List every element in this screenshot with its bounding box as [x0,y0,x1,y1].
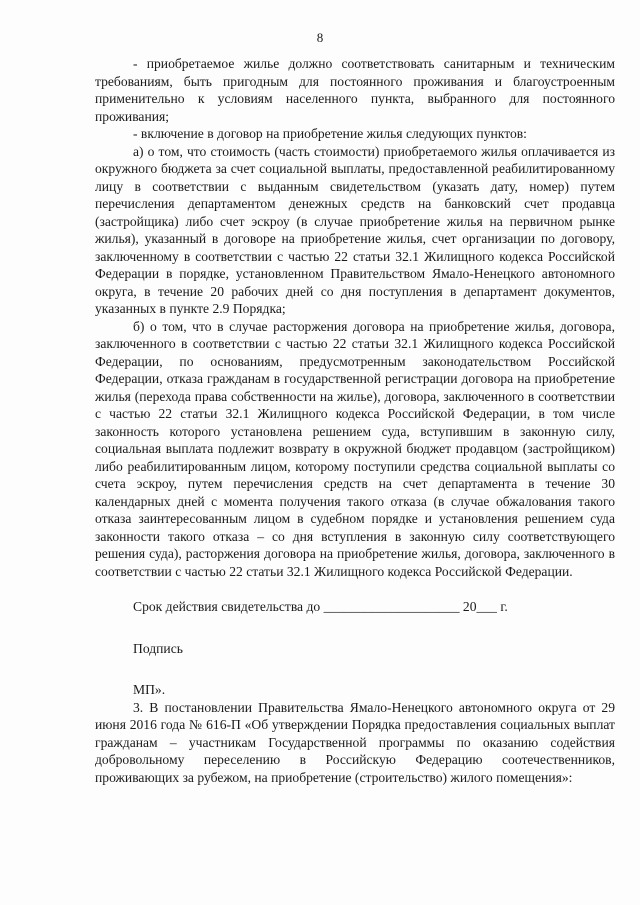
validity-line: Срок действия свидетельства до ____________________ 20___ г. [133,599,508,614]
stamp-label: МП». [133,682,166,697]
document-body [95,55,615,786]
paragraph-section-3: 3. В постановлении Правительства Ямало-Ненецкого автономного округа от 29 июня 2016 года № 616-П «Об утверждении Порядка предоставления социальных выплат гражданам – участникам Государственной программы по оказанию содействия добровольному переселению в Российскую Федерацию соотечественников, проживающих за рубежом, на приобретение (строительство) жилого помещения»: [95,699,615,785]
spacer [95,616,615,640]
spacer [95,580,615,598]
paragraph-housing-requirements: - приобретаемое жилье должно соответствовать санитарным и техническим требованиям, быть пригодным для постоянного проживания и благоустроенным применительно к условиям населенного пункта, выбранного для постоянного проживания; [95,56,615,124]
page-number: 8 [316,30,324,45]
paragraph-clause-a: а) о том, что стоимость (часть стоимости) приобретаемого жилья оплачивается из окружного бюджета за счет социальной выплаты, предоставленной реабилитированному лицу в соответствии с выданным свидетельством (указать дату, номер) путем перечисления департаментом денежных средств на банковский счет продавца (застройщика) либо счет эскроу (в случае приобретение жилья на первичном рынке жилья), указанный в договоре на приобретение жилья, счет организации по договору, заключенному в соответствии с частью 22 статьи 32.1 Жилищного кодекса Российской Федерации в порядке, установленном Правительством Ямало-Ненецкого автономного округа, в течение 20 рабочих дней со дня поступления в департамент документов, указанных в пункте 2.9 Порядка; [95,143,615,316]
paragraph-contract-clauses: - включение в договор на приобретение жилья следующих пунктов: [133,126,527,141]
signature-label: Подпись [133,640,183,656]
paragraph-clause-b: б) о том, что в случае расторжения договора на приобретение жилья, договора, заключенного в соответствии с частью 22 статьи 32.1 Жилищного кодекса Российской Федерации, по основаниям, предусмотренным законодательством Российской Федерации, отказа гражданам в государственной регистрации договора на приобретение жилья (перехода права собственности на жилье), договора, заключенного в соответствии с частью 22 статьи 32.1 Жилищного кодекса Российской Федерации, в том числе законность которого установлена решением суда, вступившим в законную силу, социальная выплата подлежит возврату в окружной бюджет продавцом (застройщиком) либо реабилитированным лицом, которому поступили средства социальной выплаты со счета эскроу, путем перечисления средств на счет департамента в течение 30 календарных дней с момента получения такого отказа (в случае обжалования такого отказа заинтересованным лицом в судебном порядке и установления решением суда законности такого отказа – со дня вступления в законную силу соответствующего решения суда), расторжения договора на приобретение жилья, договора, заключенного в соответствии с частью 22 статьи 32.1 Жилищного кодекса Российской Федерации. [95,318,615,579]
spacer [95,657,615,681]
